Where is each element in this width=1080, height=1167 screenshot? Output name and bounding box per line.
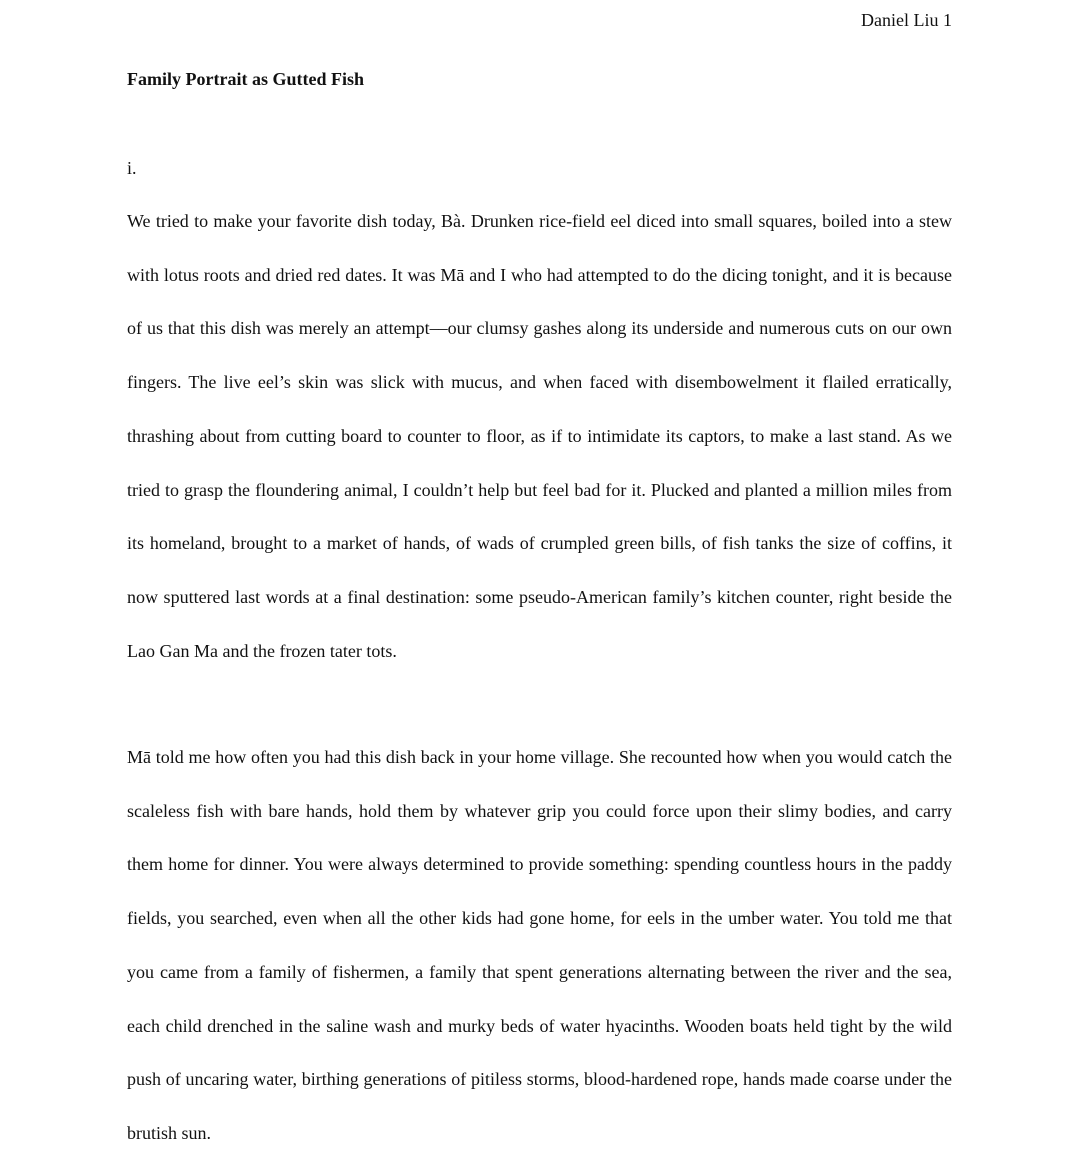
section-marker: i. — [127, 158, 137, 178]
running-header: Daniel Liu 1 — [861, 10, 952, 30]
document-title: Family Portrait as Gutted Fish — [127, 69, 364, 89]
paragraph: We tried to make your favorite dish today, Bà. Drunken rice-field eel diced into small squares, boiled into a stew with lotus roots and dried red dates. It was Mā and I who had attempted to do the dicing tonight, and it is because of us that this dish was merely an attempt––our clumsy gashes along its underside and numerous cuts on our own fingers. The live eel’s skin was slick with mucus, and when faced with disembowelment it flailed erratically, thrashing about from cutting board to counter to floor, as if to intimidate its captors, to make a last stand. As we tried to grasp the floundering animal, I couldn’t help but feel bad for it. Plucked and planted a million miles from its homeland, brought to a market of hands, of wads of crumpled green bills, of fish tanks the size of coffins, it now sputtered last words at a final destination: some pseudo-American family’s kitchen counter, right beside the Lao Gan Ma and the frozen tater tots. — [127, 211, 952, 661]
paragraph: Mā told me how often you had this dish back in your home village. She recounted how when you would catch the scaleless fish with bare hands, hold them by whatever grip you could force upon their slimy bodies, and carry them home for dinner. You were always determined to provide something: spending countless hours in the paddy fields, you searched, even when all the other kids had gone home, for eels in the umber water. You told me that you came from a family of fishermen, a family that spent generations alternating between the river and the sea, each child drenched in the saline wash and murky beds of water hyacinths. Wooden boats held tight by the wild push of uncaring water, birthing generations of pitiless storms, blood-hardened rope, hands made coarse under the brutish sun. — [127, 747, 952, 1143]
